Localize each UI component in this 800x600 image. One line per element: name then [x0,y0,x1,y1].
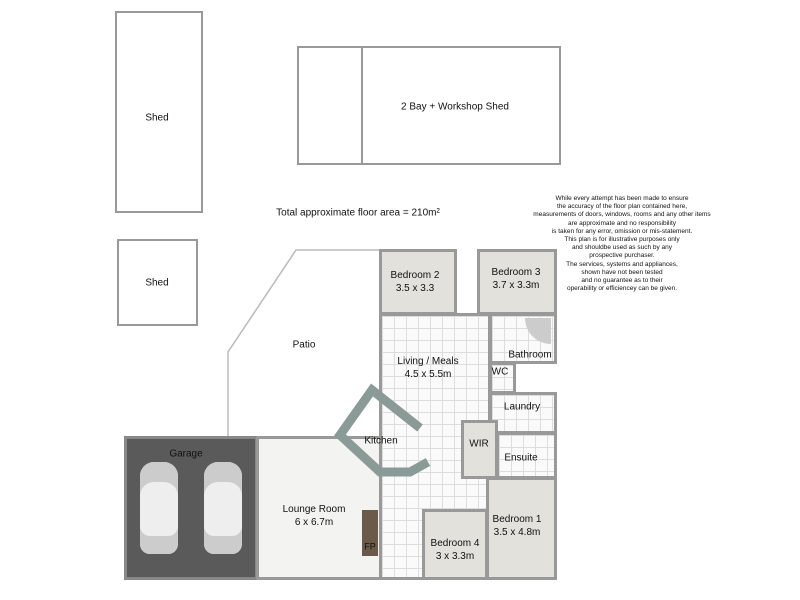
wir-label: WIR [469,438,489,450]
disclaimer-line: prospective purchaser. [589,252,655,260]
bedroom-1-label [493,513,542,539]
disclaimer-line: the accuracy of the floor plan contained here, [556,203,688,211]
bedroom-2-label [391,269,440,295]
total-floor-area: Total approximate floor area = 210m² [276,207,440,219]
shed-2-label: Shed [145,277,169,289]
bathroom-label: Bathroom [508,349,552,361]
disclaimer-line: operability or efficiencey can be given. [566,285,678,293]
disclaimer-line: While every attempt has been made to ensure [555,195,689,202]
fireplace-label: FP [364,541,376,552]
laundry-label: Laundry [503,401,541,413]
ensuite-label: Ensuite [504,452,538,464]
bay-shed-label: 2 Bay + Workshop Shed [401,101,509,113]
kitchen-label: Kitchen [364,435,398,447]
shed-1-label: Shed [145,112,169,124]
disclaimer-line: The services, systems and appliances, [566,260,678,268]
bedroom-3-name: Bedroom 3 [491,267,541,278]
lounge-size: 6 x 6.7m [294,517,334,528]
disclaimer-line: and no guarantee as to their [581,277,663,285]
bedroom-4-size: 3 x 3.3m [435,551,475,562]
disclaimer-line: are approximate and no responsibility [567,219,677,227]
lounge-name: Lounge Room [282,504,346,515]
living-name: Living / Meals [397,356,459,367]
bedroom-2-size: 3.5 x 3.3 [395,283,435,294]
disclaimer-line: and shouldbe used as such by any [571,244,673,252]
bedroom-1-name: Bedroom 1 [492,514,542,525]
bedroom-1-size: 3.5 x 4.8m [493,527,541,538]
bedroom-4-label [431,537,480,563]
wc-label: WC [491,366,509,378]
disclaimer-line: shown have not been tested [581,268,663,276]
bedroom-3-label [492,266,541,292]
living-size: 4.5 x 5.5m [404,369,452,380]
patio-label: Patio [292,339,316,351]
bedroom-2-name: Bedroom 2 [390,270,440,281]
garage-label: Garage [169,448,203,460]
disclaimer-line: is taken for any error, omission or mis-statement. [551,227,693,235]
disclaimer-line: measurements of doors, windows, rooms and any other items [533,211,711,219]
bedroom-3-size: 3.7 x 3.3m [492,280,540,291]
disclaimer-line: This plan is for illustrative purposes only [564,236,680,244]
bedroom-4-name: Bedroom 4 [430,538,480,549]
